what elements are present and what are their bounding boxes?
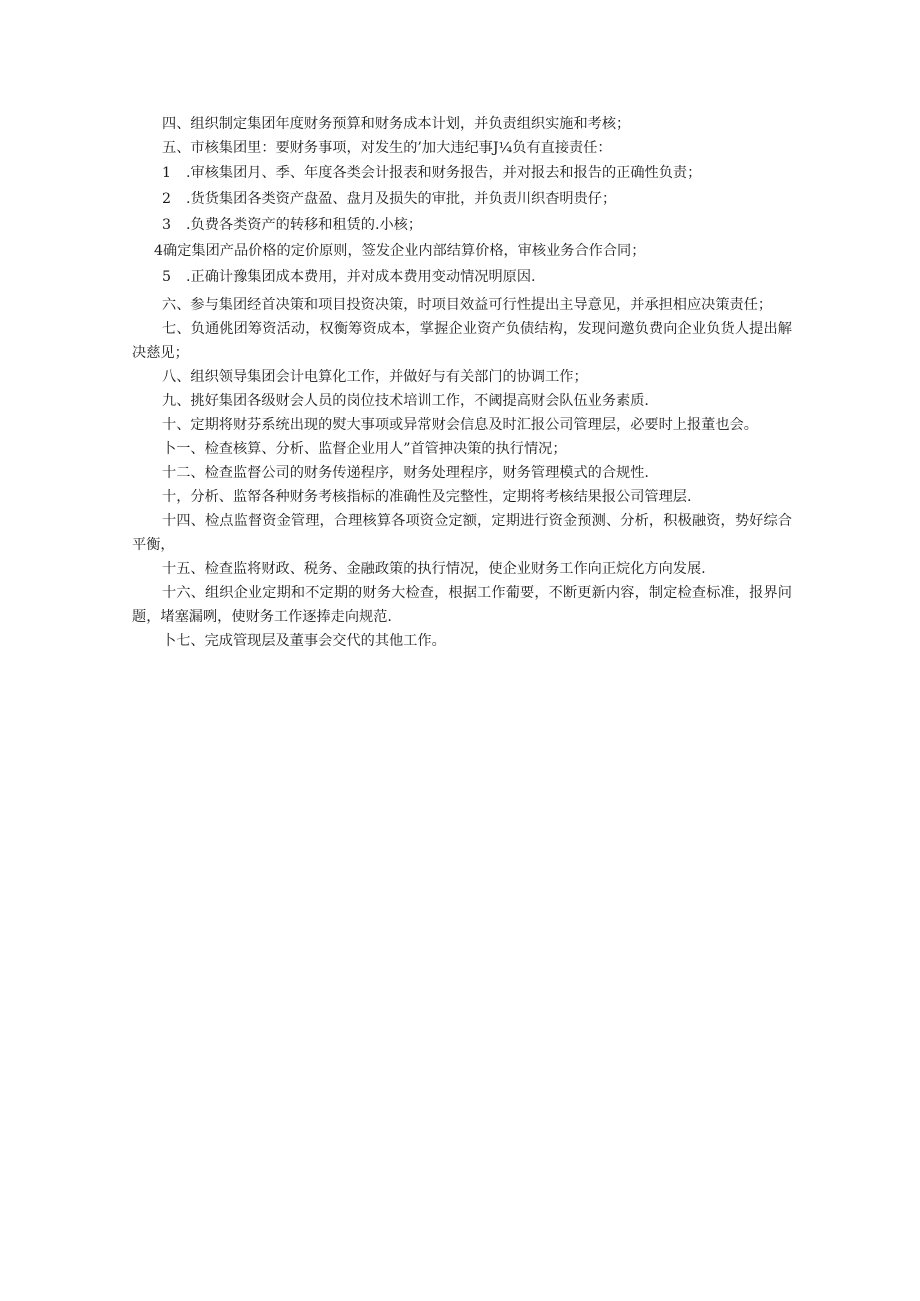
paragraph-11: 卜一、检查核算、分析、监督企业用人”首管抻决策的执行情况； — [162, 441, 567, 457]
paragraph-15: 十五、检查监将财政、税务、金融政策的执行情况，使企业财务工作向正烷化方向发展. — [162, 561, 706, 577]
sub-item-5 — [132, 264, 792, 290]
sub-item-1 — [132, 160, 792, 186]
sub-item-number: 5 — [162, 269, 172, 285]
sub-item-4 — [132, 238, 792, 264]
sub-item-number: 2 — [162, 191, 172, 207]
sub-item-text: .正确计豫集团成本费用，并对成本费用变动情况明原因. — [186, 269, 536, 285]
paragraph-9: 九、挑好集团各级财会人员的岗位技术培训工作，不阈提高财会队伍业务素质. — [162, 393, 649, 409]
sub-item-number: 4 — [154, 243, 164, 259]
paragraph-6: 六、参与集团经首决策和项目投资决策，时项目效益可行性提出主导意见，并承担相应决策责任； — [162, 297, 773, 313]
paragraph-12: 十二、检查监督公司的财务传递程序，财务处理程序，财务管理模式的合规性. — [162, 465, 649, 481]
paragraph-4: 四、组织制定集团年度财务预算和财务成本计划，并负责组织实施和考核； — [162, 116, 631, 132]
paragraph-5: 五、市核集团里：要财务事项，对发生的’加大违纪事J¼负有直接责任： — [162, 140, 612, 156]
sub-item-text: .负费各类资产的转移和租赁的.小核； — [186, 217, 423, 233]
paragraph-10: 十、定期将财芬系统出现的熨大事项或异常财会信息及时汇报公司管理层，必要时上报董也会。 — [162, 417, 758, 433]
sub-item-text: .货货集团各类资产盘盈、盘月及损失的审批，并负责川织杳明贵仔； — [186, 191, 617, 207]
paragraph-14: 十四、检点监督资金管理，合理核算各项资佥定额，定期进行资金预测、分析，积极融资，势好综合平衡， — [132, 513, 792, 553]
sub-item-text: 确定集团产品价格的定价原则，签发企业内部结算价格，审核业务合作合同； — [163, 243, 646, 259]
paragraph-17: 卜七、完成管现层及董事会交代的其他工作。 — [162, 633, 446, 649]
document-body — [132, 112, 792, 653]
sub-item-number: 3 — [162, 217, 172, 233]
sub-item-text: .审核集团月、季、年度各类会计报表和财务报告，并对报去和报告的正确性负责； — [186, 165, 702, 181]
paragraph-13: 十，分析、监帑各种财务考核指标的准确性及完整性，定期将考核结果报公司管理层. — [162, 489, 692, 505]
sub-item-2 — [132, 186, 792, 212]
paragraph-8: 八、组织领导集团会计电算化工作，并做好与有关部门的协调工作； — [162, 369, 588, 385]
sub-item-3 — [132, 212, 792, 238]
paragraph-16: 十六、组织企业定期和不定期的财务大检查，根据工作葡要，不断更新内容，制定检查标准，报界问题，堵塞漏咧，使财务工作逐捧走向规范. — [132, 585, 792, 625]
paragraph-7: 七、负通佻团筹资活动，权衡筹资成本，掌握企业资产负债结构，发现问邀负费向企业负货人提出解决慈见； — [132, 321, 792, 361]
sub-item-number: 1 — [162, 165, 172, 181]
